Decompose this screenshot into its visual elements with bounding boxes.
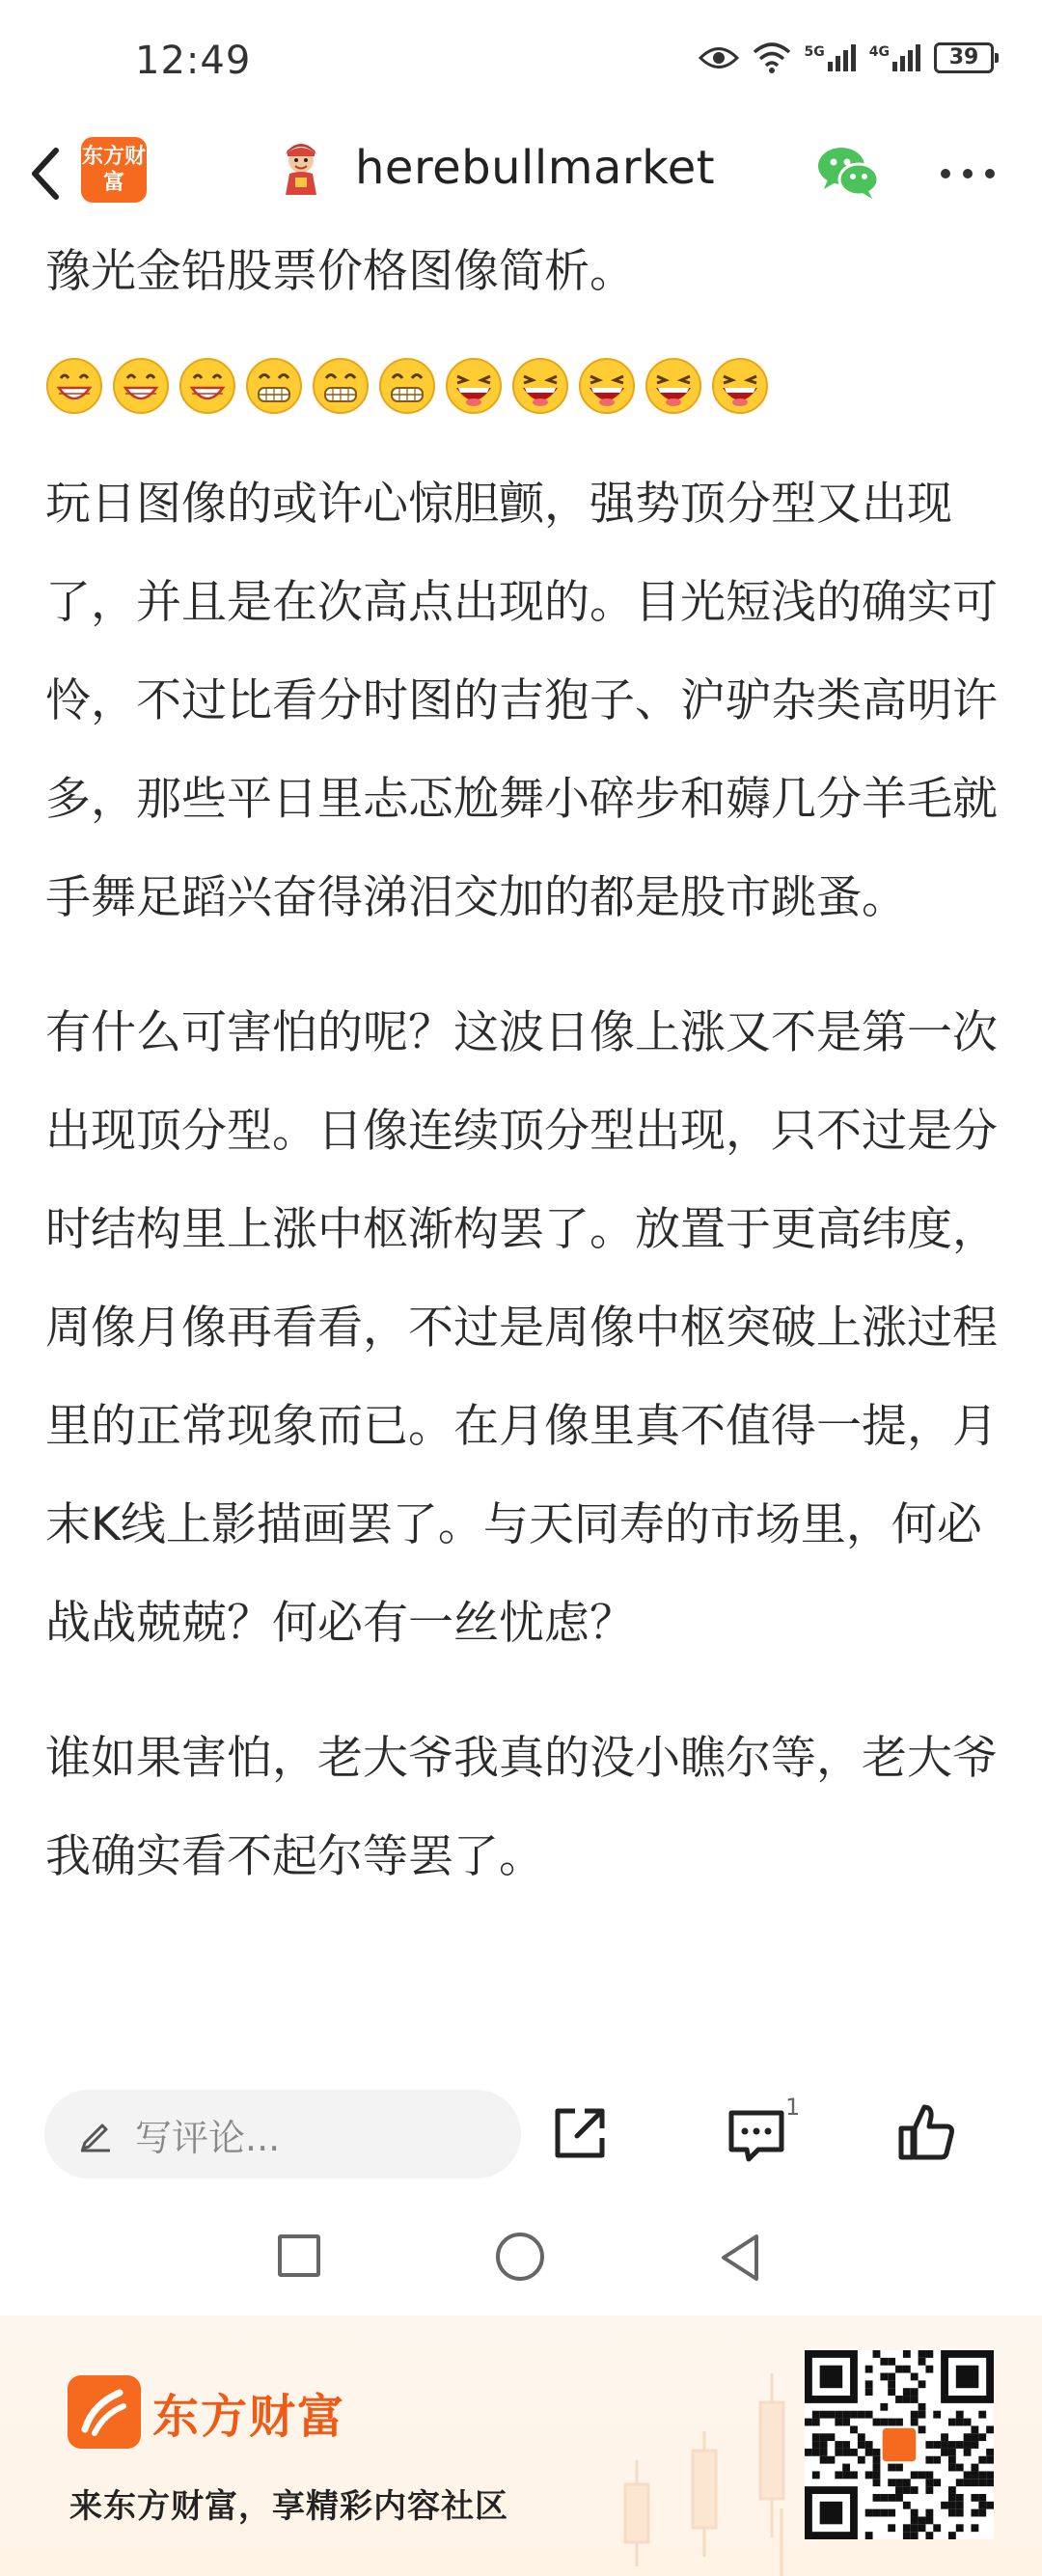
emoji-row: [45, 357, 1001, 417]
thumbs-up-icon[interactable]: [895, 2101, 957, 2163]
pencil-icon: [77, 2116, 114, 2152]
status-time: 12:49: [135, 39, 252, 83]
article-paragraph: 玩日图像的或许心惊胆颤，强势顶分型又出现了，并且是在次高点出现的。目光短浅的确实可怜，不过比看分时图的吉狍子、沪驴杂类高明许多，那些平日里忐忑尬舞小碎步和薅几分羊毛就手舞足蹈兴奋得涕泪交加的都是股市跳蚤。: [45, 478, 998, 924]
comment-input[interactable]: [44, 2090, 521, 2179]
network-5g-label: 5G: [804, 44, 825, 60]
laugh-icon: [578, 357, 636, 415]
footer-banner: [0, 2316, 1042, 2576]
grin-icon: [45, 357, 103, 415]
comment-icon[interactable]: [726, 2105, 787, 2165]
user-header[interactable]: [272, 139, 715, 197]
brand-badge[interactable]: 东方财富: [81, 137, 147, 203]
back-triangle-icon[interactable]: [718, 2233, 762, 2283]
system-nav-bar: [0, 2209, 1042, 2316]
more-dots-icon[interactable]: [938, 166, 998, 181]
footer-logo-text: 东方财富: [152, 2389, 346, 2444]
article-paragraph: 豫光金铅股票价格图像简析。: [45, 245, 635, 298]
comment-count: 1: [785, 2094, 801, 2121]
article-paragraph: 有什么可害怕的呢？这波日像上涨又不是第一次出现顶分型。日像连续顶分型出现，只不过是分时结构里上涨中枢渐构罢了。放置于更高纬度，周像月像再看看，不过是周像中枢突破上涨过程里的正常现象而已。在月像里真不值得一提，月末K线上影描画罢了。与天同寿的市场里，何必战战兢兢？何必有一丝忧虑？: [45, 1006, 998, 1650]
wifi-icon: [753, 42, 791, 73]
wechat-icon[interactable]: [816, 145, 880, 201]
grimace-icon: [312, 357, 370, 415]
back-chevron-icon[interactable]: [21, 143, 75, 205]
eye-icon: [699, 43, 739, 72]
laugh-icon: [711, 357, 769, 415]
eastmoney-logo-icon: [68, 2375, 141, 2449]
share-icon[interactable]: [550, 2103, 610, 2163]
action-bar: [0, 2084, 1042, 2190]
footer-logo: [68, 2375, 345, 2449]
laugh-icon: [445, 357, 503, 415]
status-icons: [699, 42, 994, 73]
article-paragraph: 谁如果害怕，老大爷我真的没小瞧尔等，老大爷我确实看不起尔等罢了。: [45, 1732, 998, 1883]
username[interactable]: herebullmarket: [355, 141, 716, 195]
grimace-icon: [245, 357, 303, 415]
recent-apps-icon[interactable]: [278, 2234, 320, 2277]
signal-5g-icon: [805, 44, 856, 71]
status-bar: [0, 0, 1042, 125]
qr-code: [805, 2350, 994, 2539]
grin-icon: [178, 357, 236, 415]
comment-placeholder: 写评论...: [135, 2116, 281, 2159]
laugh-icon: [511, 357, 569, 415]
laugh-icon: [644, 357, 702, 415]
home-icon[interactable]: [496, 2233, 544, 2281]
header: [0, 125, 1042, 222]
avatar[interactable]: [272, 139, 330, 197]
signal-4g-icon: [869, 44, 920, 71]
article-body: [45, 224, 1001, 1906]
network-4g-label: 4G: [868, 44, 890, 60]
grimace-icon: [378, 357, 436, 415]
footer-slogan: 来东方财富，享精彩内容社区: [69, 2487, 508, 2526]
grin-icon: [112, 357, 170, 415]
battery-icon: 39: [934, 42, 994, 73]
